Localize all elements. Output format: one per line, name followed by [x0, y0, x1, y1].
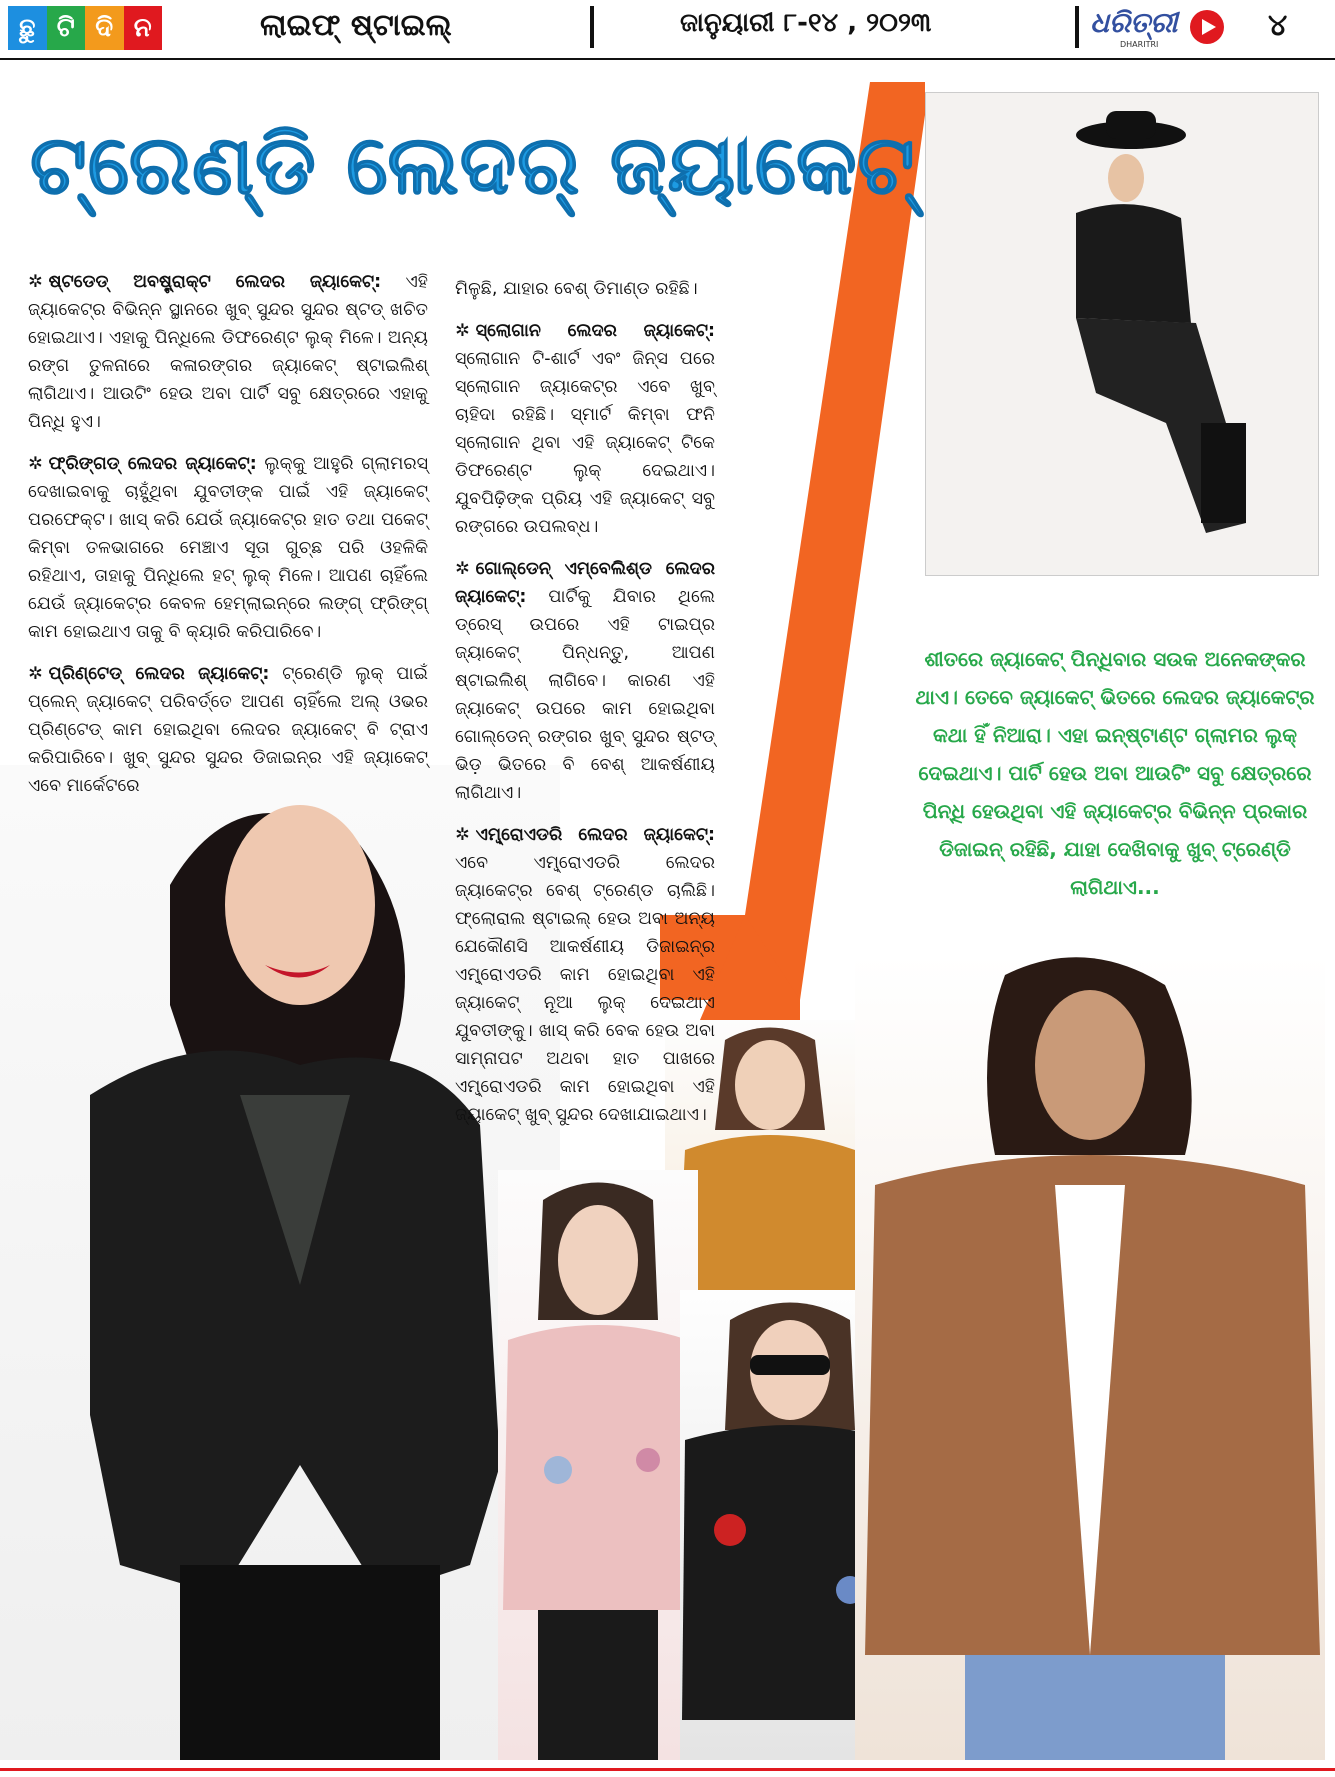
- page-number: ୪: [1268, 8, 1288, 43]
- article-column-2: [455, 275, 715, 1143]
- paragraph-body: ମିଳୁଛି, ଯାହାର ବେଶ୍ ଡିମାଣ୍ଡ ରହିଛି।: [455, 279, 698, 299]
- intro-caption: ଶୀତରେ ଜ୍ୟାକେଟ୍ ପିନ୍ଧିବାର ସଉକ ଅନେକଙ୍କର ଥାଏ। ତେବେ ଜ୍ୟାକେଟ୍ ଭିତରେ ଲେଦର ଜ୍ୟାକେଟ୍ର କଥା ହିଁ ନିଆରା। ଏହା ଇନ୍ଷ୍ଟାଣ୍ଟ ଗ୍ଲାମର ଲୁକ୍ ଦେଇଥାଏ। ପାର୍ଟି ହେଉ ଅବା ଆଉଟିଂ ସବୁ କ୍ଷେତ୍ରରେ ପିନ୍ଧି ହେଉଥିବା ଏହି ଜ୍ୟାକେଟ୍ର ବିଭିନ୍ନ ପ୍ରକାର ଡିଜାଇନ୍ ରହିଛି, ଯାହା ଦେଖିବାକୁ ଖୁବ୍ ଟ୍ରେଣ୍ଡି ଲାଗିଥାଏ...: [915, 647, 1315, 899]
- headline: ଟ୍ରେଣ୍ଡି ଲେଦର୍ ଜ୍ୟାକେଟ୍: [30, 118, 916, 213]
- article-paragraph: ✲ ଷ୍ଟଡେଡ୍ ଅବଷ୍ଟ୍ରାକ୍ଟ ଲେଦର ଜ୍ୟାକେଟ୍: ଏହି ଜ୍ୟାକେଟ୍ର ବିଭିନ୍ନ ସ୍ଥାନରେ ଖୁବ୍ ସୁନ୍ଦର ସୁନ୍ଦର ଷ୍ଟଡ୍ ଖଚିତ ହୋଇଥାଏ। ଏହାକୁ ପିନ୍ଧିଲେ ଡିଫରେଣ୍ଟ ଲୁକ୍ ମିଳେ। ଅନ୍ୟ ରଙ୍ଗ ତୁଳନାରେ କଳାରଙ୍ଗର ଜ୍ୟାକେଟ୍ ଷ୍ଟାଇଲିଶ୍ ଲାଗିଥାଏ। ଆଉଟିଂ ହେଉ ଅବା ପାର୍ଟି ସବୁ କ୍ଷେତ୍ରରେ ଏହାକୁ ପିନ୍ଧି ହୁଏ।: [28, 272, 428, 432]
- photo-woman-fringed-suede-jacket: [855, 955, 1325, 1760]
- masthead-letter: ନ: [124, 6, 163, 50]
- bottom-color-bar: [0, 1763, 1335, 1777]
- photo-woman-pink-embroidered-jacket: [498, 1170, 698, 1760]
- paragraph-heading: ସ୍ଲୋଗାନ ଲେଦର ଜ୍ୟାକେଟ୍:: [475, 321, 715, 341]
- logo-subtext: DHARITRI: [1120, 40, 1159, 49]
- paragraph-heading: ଷ୍ଟଡେଡ୍ ଅବଷ୍ଟ୍ରାକ୍ଟ ଲେଦର ଜ୍ୟାକେଟ୍:: [48, 272, 382, 292]
- paragraph-heading: ଗୋଲ୍ଡେନ୍ ଏମ୍ବେଲିଶ୍ଡ ଲେଦର ଜ୍ୟାକେଟ୍:: [455, 559, 715, 607]
- logo-word: ଧରିତ୍ରୀ: [1090, 6, 1178, 39]
- article-paragraph: ✲ ପ୍ରିଣ୍ଟେଡ୍ ଲେଦର ଜ୍ୟାକେଟ୍: ଟ୍ରେଣ୍ଡି ଲୁକ୍ ପାଇଁ ପ୍ଲେନ୍ ଜ୍ୟାକେଟ୍ ପରିବର୍ତ୍ତେ ଆପଣ ଚାହିଁଲେ ଅଲ୍ ଓଭର ପ୍ରିଣ୍ଟେଡ୍ କାମ ହୋଇଥିବା ଲେଦର ଜ୍ୟାକେଟ୍ ବି ଟ୍ରାଏ କରିପାରିବେ। ଖୁବ୍ ସୁନ୍ଦର ସୁନ୍ଦର ଡିଜାଇନ୍ର ଏହି ଜ୍ୟାକେଟ୍ ଏବେ ମାର୍କେଟରେ: [28, 664, 428, 796]
- paragraph-body: ପାର୍ଟିକୁ ଯିବାର ଥିଲେ ଡ୍ରେସ୍ ଉପରେ ଏହି ଟାଇପ୍ର ଜ୍ୟାକେଟ୍ ପିନ୍ଧନ୍ତୁ, ଆପଣ ଷ୍ଟାଇଲିଶ୍ ଲାଗିବେ। କାରଣ ଏହି ଜ୍ୟାକେଟ୍ ଉପରେ କାମ ହୋଇଥିବା ଗୋଲ୍ଡେନ୍ ରଙ୍ଗର ଖୁବ୍ ସୁନ୍ଦର ଷ୍ଟଡ୍ ଭିଡ଼ ଭିତରେ ବି ବେଶ୍ ଆକର୍ଷଣୀୟ ଲାଗିଥାଏ।: [455, 587, 715, 803]
- masthead-letter: ଟି: [47, 6, 86, 50]
- paragraph-heading: ପ୍ରିଣ୍ଟେଡ୍ ଲେଦର ଜ୍ୟାକେଟ୍:: [48, 664, 270, 684]
- issue-date: ଜାନୁୟାରୀ ୮-୧୪ , ୨୦୨୩: [680, 8, 932, 38]
- paragraph-body: ଏହି ଜ୍ୟାକେଟ୍ର ବିଭିନ୍ନ ସ୍ଥାନରେ ଖୁବ୍ ସୁନ୍ଦର ସୁନ୍ଦର ଷ୍ଟଡ୍ ଖଚିତ ହୋଇଥାଏ। ଏହାକୁ ପିନ୍ଧିଲେ ଡିଫରେଣ୍ଟ ଲୁକ୍ ମିଳେ। ଅନ୍ୟ ରଙ୍ଗ ତୁଳନାରେ କଳାରଙ୍ଗର ଜ୍ୟାକେଟ୍ ଷ୍ଟାଇଲିଶ୍ ଲାଗିଥାଏ। ଆଉଟିଂ ହେଉ ଅବା ପାର୍ଟି ସବୁ କ୍ଷେତ୍ରରେ ଏହାକୁ ପିନ୍ଧି ହୁଏ।: [28, 272, 428, 432]
- paragraph-body: ଲୁକ୍କୁ ଆହୁରି ଗ୍ଲାମରସ୍ ଦେଖାଇବାକୁ ଚାହୁଁଥିବା ଯୁବତୀଙ୍କ ପାଇଁ ଏହି ଜ୍ୟାକେଟ୍ ପରଫେକ୍ଟ। ଖାସ୍ କରି ଯେଉଁ ଜ୍ୟାକେଟ୍ର ହାତ ତଥା ପକେଟ୍ କିମ୍ବା ତଳଭାଗରେ ମେଞ୍ଚାଏ ସୂତା ଗୁଚ୍ଛ ପରି ଓହଳିକି ରହିଥାଏ, ତାହାକୁ ପିନ୍ଧିଲେ ହଟ୍ ଲୁକ୍ ମିଳେ। ଆପଣ ଚାହିଁଲେ ଯେଉଁ ଜ୍ୟାକେଟ୍ର କେବଳ ହେମ୍ଲାଇନ୍ରେ ଲଙ୍ଗ୍ ଫ୍ରିଙ୍ଗ୍ କାମ ହୋଇଥାଏ ତାକୁ ବି କ୍ୟାରି କରିପାରିବେ।: [28, 454, 428, 642]
- paragraph-heading: ଫ୍ରିଙ୍ଗଡ୍ ଲେଦର ଜ୍ୟାକେଟ୍:: [48, 454, 257, 474]
- paragraph-heading: ଏମ୍ବ୍ରୋଏଡରି ଲେଦର ଜ୍ୟାକେଟ୍:: [475, 825, 715, 845]
- article-paragraph: ✲ ଏମ୍ବ୍ରୋଏଡରି ଲେଦର ଜ୍ୟାକେଟ୍: ଏବେ ଏମ୍ବ୍ରୋଏଡରି ଲେଦର ଜ୍ୟାକେଟ୍ର ବେଶ୍ ଟ୍ରେଣ୍ଡ ଚାଲିଛି। ଫ୍ଲୋରାଲ ଷ୍ଟାଇଲ୍ ହେଉ ଅବା ଅନ୍ୟ ଯେକୌଣସି ଆକର୍ଷଣୀୟ ଡିଜାଇନ୍ର ଏମ୍ବ୍ରୋଏଡରି କାମ ହୋଇଥିବା ଏହି ଜ୍ୟାକେଟ୍ ନୂଆ ଲୁକ୍ ଦେଇଥାଏ ଯୁବତୀଙ୍କୁ। ଖାସ୍ କରି ବେକ ହେଉ ଅବା ସାମ୍ନାପଟ ଅଥବା ହାତ ପାଖରେ ଏମ୍ବ୍ରୋଏଡରି କାମ ହୋଇଥିବା ଏହି ଜ୍ୟାକେଟ୍ ଖୁବ୍ ସୁନ୍ଦର ଦେଖାଯାଇଥାଏ।: [455, 825, 715, 1125]
- paragraph-body: ଏବେ ଏମ୍ବ୍ରୋଏଡରି ଲେଦର ଜ୍ୟାକେଟ୍ର ବେଶ୍ ଟ୍ରେଣ୍ଡ ଚାଲିଛି। ଫ୍ଲୋରାଲ ଷ୍ଟାଇଲ୍ ହେଉ ଅବା ଅନ୍ୟ ଯେକୌଣସି ଆକର୍ଷଣୀୟ ଡିଜାଇନ୍ର ଏମ୍ବ୍ରୋଏଡରି କାମ ହୋଇଥିବା ଏହି ଜ୍ୟାକେଟ୍ ନୂଆ ଲୁକ୍ ଦେଇଥାଏ ଯୁବତୀଙ୍କୁ। ଖାସ୍ କରି ବେକ ହେଉ ଅବା ସାମ୍ନାପଟ ଅଥବା ହାତ ପାଖରେ ଏମ୍ବ୍ରୋଏଡରି କାମ ହୋଇଥିବା ଏହି ଜ୍ୟାକେଟ୍ ଖୁବ୍ ସୁନ୍ଦର ଦେଖାଯାଇଥାଏ।: [455, 853, 715, 1125]
- paragraph-body: ସ୍ଲୋଗାନ ଟି-ଶାର୍ଟ ଏବଂ ଜିନ୍ସ ପରେ ସ୍ଲୋଗାନ ଜ୍ୟାକେଟ୍ର ଏବେ ଖୁବ୍ ଚାହିଦା ରହିଛି। ସ୍ମାର୍ଟ କିମ୍ବା ଫନି ସ୍ଲୋଗାନ ଥିବା ଏହି ଜ୍ୟାକେଟ୍ ଟିକେ ଡିଫରେଣ୍ଟ ଲୁକ୍ ଦେଇଥାଏ। ଯୁବପିଢ଼ିଙ୍କ ପ୍ରିୟ ଏହି ଜ୍ୟାକେଟ୍ ସବୁ ରଙ୍ଗରେ ଉପଲବ୍ଧ।: [455, 349, 715, 537]
- photo-cowgirl-studded-jacket: [925, 92, 1319, 576]
- article-column-1: [28, 268, 428, 814]
- masthead-letter: ଛୁ: [8, 6, 47, 50]
- article-paragraph: [455, 275, 715, 303]
- article-paragraph: ✲ ସ୍ଲୋଗାନ ଲେଦର ଜ୍ୟାକେଟ୍: ସ୍ଲୋଗାନ ଟି-ଶାର୍ଟ ଏବଂ ଜିନ୍ସ ପରେ ସ୍ଲୋଗାନ ଜ୍ୟାକେଟ୍ର ଏବେ ଖୁବ୍ ଚାହିଦା ରହିଛି। ସ୍ମାର୍ଟ କିମ୍ବା ଫନି ସ୍ଲୋଗାନ ଥିବା ଏହି ଜ୍ୟାକେଟ୍ ଟିକେ ଡିଫରେଣ୍ଟ ଲୁକ୍ ଦେଇଥାଏ। ଯୁବପିଢ଼ିଙ୍କ ପ୍ରିୟ ଏହି ଜ୍ୟାକେଟ୍ ସବୁ ରଙ୍ଗରେ ଉପଲବ୍ଧ।: [455, 321, 715, 537]
- paragraph-body: ଟ୍ରେଣ୍ଡି ଲୁକ୍ ପାଇଁ ପ୍ଲେନ୍ ଜ୍ୟାକେଟ୍ ପରିବର୍ତ୍ତେ ଆପଣ ଚାହିଁଲେ ଅଲ୍ ଓଭର ପ୍ରିଣ୍ଟେଡ୍ କାମ ହୋଇଥିବା ଲେଦର ଜ୍ୟାକେଟ୍ ବି ଟ୍ରାଏ କରିପାରିବେ। ଖୁବ୍ ସୁନ୍ଦର ସୁନ୍ଦର ଡିଜାଇନ୍ର ଏହି ଜ୍ୟାକେଟ୍ ଏବେ ମାର୍କେଟରେ: [28, 664, 428, 796]
- article-paragraph: ✲ ଗୋଲ୍ଡେନ୍ ଏମ୍ବେଲିଶ୍ଡ ଲେଦର ଜ୍ୟାକେଟ୍: ପାର୍ଟିକୁ ଯିବାର ଥିଲେ ଡ୍ରେସ୍ ଉପରେ ଏହି ଟାଇପ୍ର ଜ୍ୟାକେଟ୍ ପିନ୍ଧନ୍ତୁ, ଆପଣ ଷ୍ଟାଇଲିଶ୍ ଲାଗିବେ। କାରଣ ଏହି ଜ୍ୟାକେଟ୍ ଉପରେ କାମ ହୋଇଥିବା ଗୋଲ୍ଡେନ୍ ରଙ୍ଗର ଖୁବ୍ ସୁନ୍ଦର ଷ୍ଟଡ୍ ଭିଡ଼ ଭିତରେ ବି ବେଶ୍ ଆକର୍ଷଣୀୟ ଲାଗିଥାଏ।: [455, 559, 715, 803]
- masthead-letter: ଦି: [85, 6, 124, 50]
- article-paragraph: ✲ ଫ୍ରିଙ୍ଗଡ୍ ଲେଦର ଜ୍ୟାକେଟ୍: ଲୁକ୍କୁ ଆହୁରି ଗ୍ଲାମରସ୍ ଦେଖାଇବାକୁ ଚାହୁଁଥିବା ଯୁବତୀଙ୍କ ପାଇଁ ଏହି ଜ୍ୟାକେଟ୍ ପରଫେକ୍ଟ। ଖାସ୍ କରି ଯେଉଁ ଜ୍ୟାକେଟ୍ର ହାତ ତଥା ପକେଟ୍ କିମ୍ବା ତଳଭାଗରେ ମେଞ୍ଚାଏ ସୂତା ଗୁଚ୍ଛ ପରି ଓହଳିକି ରହିଥାଏ, ତାହାକୁ ପିନ୍ଧିଲେ ହଟ୍ ଲୁକ୍ ମିଳେ। ଆପଣ ଚାହିଁଲେ ଯେଉଁ ଜ୍ୟାକେଟ୍ର କେବଳ ହେମ୍ଲାଇନ୍ରେ ଲଙ୍ଗ୍ ଫ୍ରିଙ୍ଗ୍ କାମ ହୋଇଥାଏ ତାକୁ ବି କ୍ୟାରି କରିପାରିବେ।: [28, 454, 428, 642]
- section-title: ଲାଇଫ୍ ଷ୍ଟାଇଲ୍: [260, 8, 452, 43]
